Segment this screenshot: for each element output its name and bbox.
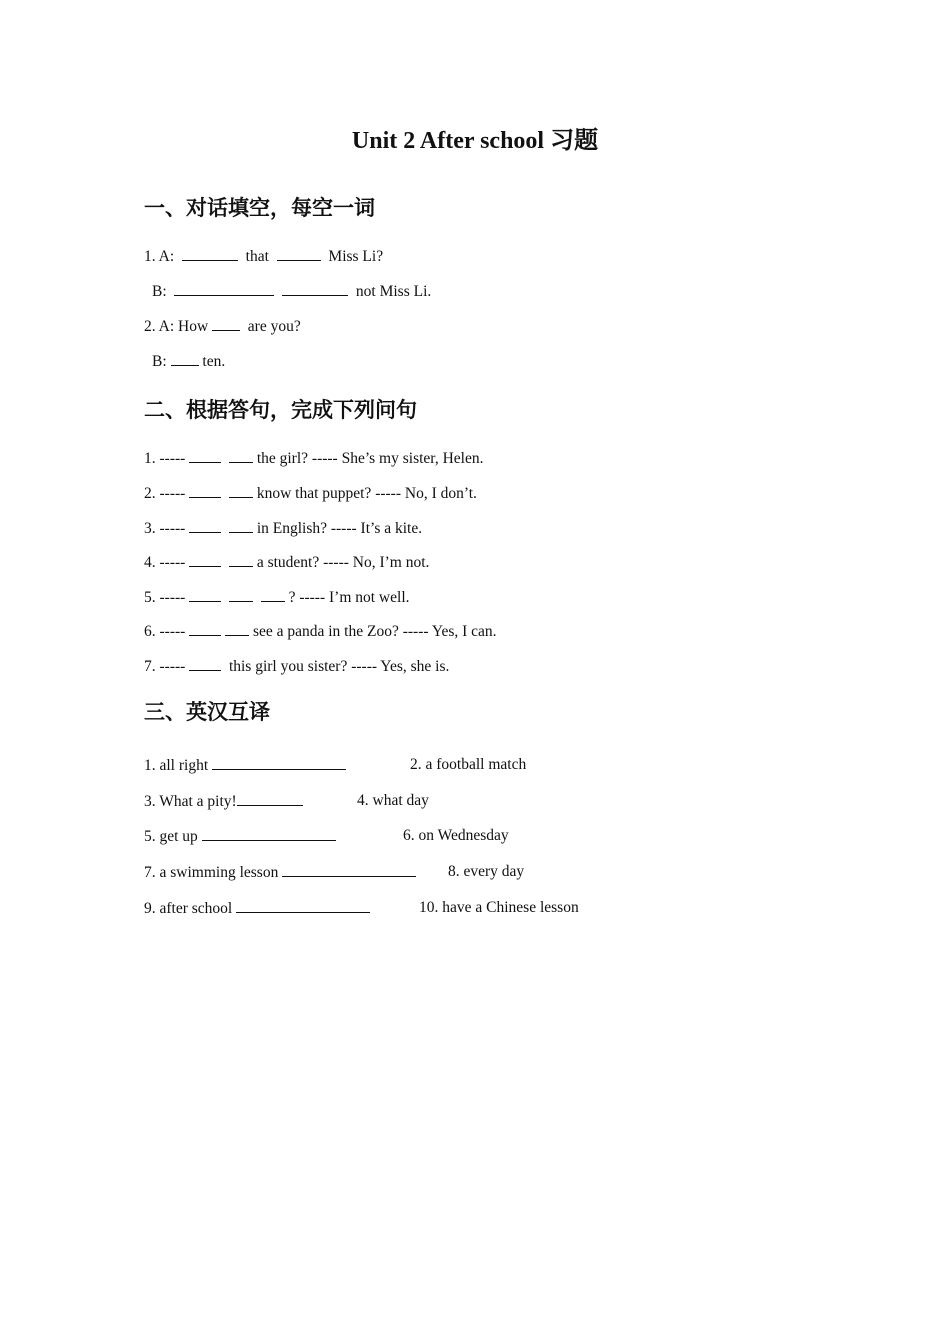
blank[interactable] [282, 862, 416, 877]
blank[interactable] [189, 483, 221, 498]
s2-item: 2. ----- know that puppet? ----- No, I don’t. [144, 485, 477, 502]
blank[interactable] [189, 552, 221, 567]
s3-item-right: 4. what day [357, 792, 429, 809]
s3-item-right: 8. every day [448, 863, 525, 880]
s3-item-left: 9. after school [144, 898, 370, 919]
blank[interactable] [225, 621, 249, 636]
blank[interactable] [171, 351, 199, 366]
s2-item: 5. ----- ? ----- I’m not well. [144, 589, 410, 606]
s2-item: 6. ----- see a panda in the Zoo? ----- Yes, I can. [144, 623, 497, 640]
page-title: Unit 2 After school 习题 [351, 128, 599, 154]
s3-item-right: 2. a football match [410, 756, 527, 773]
blank[interactable] [282, 281, 348, 296]
blank[interactable] [202, 826, 336, 841]
s1-q1-a: 1. A: that Miss Li? [144, 248, 384, 265]
blank[interactable] [174, 281, 274, 296]
section-1-heading: 一、对话填空，每空一词 [144, 196, 375, 220]
blank[interactable] [277, 246, 321, 261]
s1-q2-a: 2. A: How are you? [144, 318, 301, 335]
s2-item: 3. ----- in English? ----- It’s a kite. [144, 520, 423, 537]
blank[interactable] [182, 246, 238, 261]
blank[interactable] [237, 791, 303, 806]
blank[interactable] [229, 448, 253, 463]
blank[interactable] [189, 448, 221, 463]
blank[interactable] [189, 656, 221, 671]
blank[interactable] [189, 621, 221, 636]
s3-item-left: 1. all right [144, 755, 346, 776]
s1-q1-b: B: not Miss Li. [152, 283, 432, 300]
s3-item-right: 6. on Wednesday [403, 827, 509, 844]
blank[interactable] [229, 518, 253, 533]
blank[interactable] [212, 755, 346, 770]
s3-item-left: 5. get up [144, 826, 336, 847]
s1-q2-b: B: ten. [152, 353, 226, 370]
section-3-heading: 三、英汉互译 [144, 700, 270, 724]
blank[interactable] [229, 483, 253, 498]
s2-item: 7. ----- this girl you sister? ----- Yes, she is. [144, 658, 450, 675]
s2-item: 4. ----- a student? ----- No, I’m not. [144, 554, 430, 571]
blank[interactable] [236, 898, 370, 913]
blank[interactable] [189, 518, 221, 533]
blank[interactable] [189, 587, 221, 602]
blank[interactable] [261, 587, 285, 602]
section-2-heading: 二、根据答句，完成下列问句 [144, 398, 417, 422]
blank[interactable] [229, 552, 253, 567]
s3-item-left: 3. What a pity! [144, 791, 303, 812]
blank[interactable] [212, 316, 240, 331]
s2-item: 1. ----- the girl? ----- She’s my sister, Helen. [144, 450, 484, 467]
blank[interactable] [229, 587, 253, 602]
s3-item-right: 10. have a Chinese lesson [419, 899, 579, 916]
s3-item-left: 7. a swimming lesson [144, 862, 416, 883]
